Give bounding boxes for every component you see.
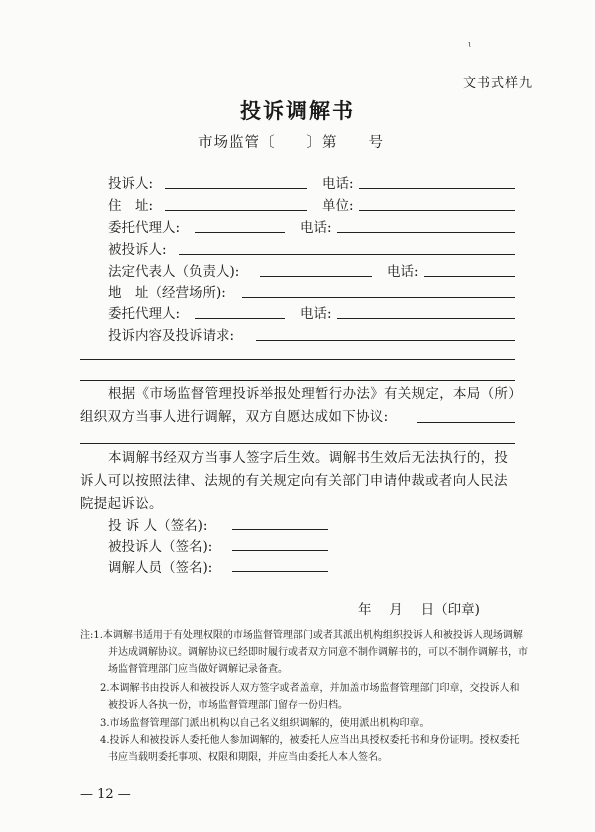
business-address-label: 地 址（经营场所):: [108, 285, 226, 301]
legal-rep-phone-field[interactable]: [424, 276, 515, 277]
address-field[interactable]: [165, 210, 307, 211]
respondent-agent-label: 委托代理人:: [108, 306, 181, 322]
employer-field[interactable]: [359, 210, 515, 211]
complaint-content-line[interactable]: [80, 380, 515, 381]
complaint-content-line[interactable]: [80, 359, 515, 360]
page-number: — 12 —: [80, 787, 131, 802]
agent-field[interactable]: [195, 232, 285, 233]
respondent-field[interactable]: [179, 254, 515, 255]
agent-phone-label: 电话:: [300, 220, 332, 236]
address-label: 住 址:: [108, 198, 154, 214]
note-4: 4.投诉人和被投诉人委托他人参加调解的，被委托人应当出具授权委托书和身份证明。授权委托书应当载明委托事项、权限和期限，并应当由委托人本人签名。: [100, 735, 520, 763]
document-number: 市场监管〔 〕第 号: [198, 135, 384, 151]
respondent-agent-phone-label: 电话:: [300, 306, 332, 322]
page-title: 投诉调解书: [240, 98, 355, 123]
mediator-signature-field[interactable]: [232, 571, 328, 572]
scan-mark: ɩ: [468, 40, 472, 50]
note-1: 注:1.本调解书适用于有处理权限的市场监督管理部门或者其派出机构组织投诉人和被投诉人现场调解并达成调解协议。调解协议已经即时履行或者双方同意不制作调解书的，可以不制作调解书，市场监督管理部门应当做好调解记录备查。: [80, 630, 528, 675]
respondent-label: 被投诉人:: [108, 242, 167, 258]
effect-paragraph: 本调解书经双方当事人签字后生效。调解书生效后无法执行的，投诉人可以按照法律、法规的有关规定向有关部门申请仲裁或者向人民法院提起诉讼。: [80, 450, 509, 512]
agreement-line[interactable]: [80, 443, 515, 444]
legal-rep-phone-label: 电话:: [387, 264, 419, 280]
legal-rep-field[interactable]: [260, 276, 372, 277]
respondent-signature-label: 被投诉人（签名):: [108, 539, 213, 555]
document-type-label: 文书式样九: [462, 76, 533, 91]
respondent-signature-field[interactable]: [232, 550, 328, 551]
business-address-field[interactable]: [242, 297, 515, 298]
complainant-field[interactable]: [165, 188, 307, 189]
date-and-seal: 年 月 日（印章): [358, 602, 480, 618]
complaint-content-label: 投诉内容及投诉请求:: [108, 328, 235, 344]
note-2: 2.本调解书由投诉人和被投诉人双方签字或者盖章，并加盖市场监督管理部门印章，交投诉人和被投诉人各执一份，市场监督管理部门留存一份归档。: [100, 683, 520, 711]
agreement-field[interactable]: [417, 422, 515, 423]
agent-label: 委托代理人:: [108, 220, 181, 236]
agreement-paragraph: 根据《市场监督管理投诉举报处理暂行办法》有关规定，本局（所）组织双方当事人进行调解，双方自愿达成如下协议:: [80, 386, 516, 425]
agent-phone-field[interactable]: [337, 232, 515, 233]
respondent-agent-field[interactable]: [195, 318, 285, 319]
complainant-signature-label: 投 诉 人（签名):: [108, 518, 208, 534]
mediator-signature-label: 调解人员（签名):: [108, 560, 213, 576]
legal-rep-label: 法定代表人（负责人):: [108, 264, 240, 280]
employer-label: 单位:: [322, 198, 354, 214]
complainant-phone-field[interactable]: [359, 188, 515, 189]
complainant-phone-label: 电话:: [322, 176, 354, 192]
complainant-label: 投诉人:: [108, 176, 154, 192]
respondent-agent-phone-field[interactable]: [337, 318, 515, 319]
complainant-signature-field[interactable]: [232, 529, 328, 530]
note-3: 3.市场监督管理部门派出机构以自己名义组织调解的，使用派出机构印章。: [100, 718, 430, 729]
complaint-content-field[interactable]: [256, 340, 515, 341]
